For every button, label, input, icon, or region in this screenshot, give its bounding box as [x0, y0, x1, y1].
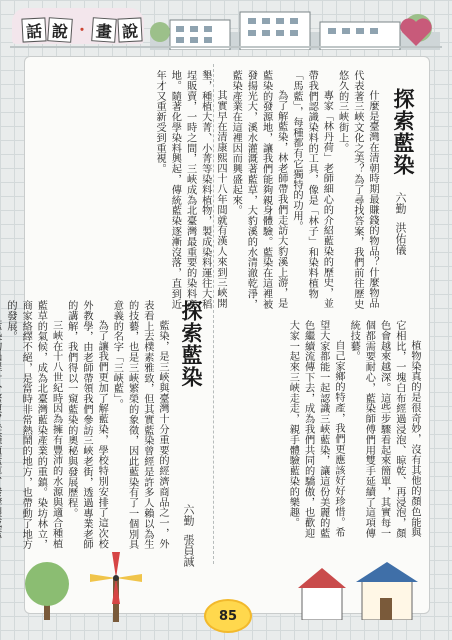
article-body-left-lower	[246, 320, 422, 548]
author-grade: 六勤	[394, 192, 407, 214]
article-title-left: 探索藍染	[391, 88, 415, 176]
paragraph: 其實早在清康熙四十八年間就有漢人來到三峽開墾，種植大菁、小菁等染料植物，製成染料運往大稻埕販賣，一時之間，三峽成為北臺灣最重要的染料產地。隨著化學染料興起，傳統藍染逐漸沒落，直到近年才又重新受到重視。	[154, 70, 226, 310]
article-body-left-continued	[34, 70, 206, 290]
header-title-char: 畫	[91, 17, 117, 43]
paragraph: 為了解藍染，林老師帶我們走訪大豹溪上游，是藍染的發源地，讓我們能夠親身體驗。藍染在這裡被發揚光大，溪水灌溉著藍草，大豹溪的水清澈乾淨，藍染產業在這裡因而興盛起來。	[230, 70, 287, 310]
author-grade: 六勤	[182, 504, 195, 526]
paragraph: 三峽在十八世紀時因為擁有豐沛的水源與適合種植藍草的氣候，成為北臺灣藍染產業的重鎮。染坊林立，商家絡繹不絕，是當時非常熱鬧的地方，也帶動了地方的發展。	[4, 300, 62, 550]
tree-illustration	[8, 560, 88, 620]
header-divider	[10, 46, 442, 48]
houses-illustration	[292, 560, 432, 620]
paragraph: 專家「林丹荷」老師細心的介紹藍染的歷史，並帶我們認識染料的工具，像是「林子」和染料植物「馬藍」，每種都有它獨特的功用。	[290, 70, 333, 309]
paragraph	[0, 300, 3, 550]
paragraph: 自己家鄉的特產，我們更應該好好珍惜。希望大家都能一起認識三峽藍染，讓這份美麗的藍色繼續流傳下去，成為我們共同的驕傲，也歡迎大家一起來三峽走走，親手體驗藍染的樂趣。	[287, 320, 344, 539]
header-title	[22, 18, 142, 42]
paragraph: 植物染真的是很奇妙，沒有其他的顏色能與它相比，一塊白布經過浸泡、晾乾、再浸泡，顏色會越來越深。這些步驟看起來簡單，其實每一個都需要耐心，藍染師傅們用雙手延續了這項傳統技藝。	[348, 320, 420, 539]
article-body-right	[4, 300, 170, 550]
author-name: 洪佑儀	[394, 221, 407, 255]
article-title-right: 探索藍染	[179, 300, 203, 388]
paragraph: 藍染，是三峽與臺灣十分重要的經濟商品之一，外表看上去樸素雅致，但其實藍染曾經是許多人賴以為生的技藝，也是三峽繁榮的象徵，因此藍染有了一個別具意義的名字「三峽藍」。	[111, 300, 168, 550]
author-byline-right	[180, 500, 196, 567]
header-title-separator: ・	[75, 23, 89, 39]
header-title-char: 說	[47, 17, 73, 43]
paragraph: 為了讓我們更加了解藍染，學校特別安排了這次校外教學，由老師帶領我們參訪三峽老街，透過專業老師的講解，我們得以一窺藍染的奧秘與發展歷程。	[65, 300, 108, 550]
page-number: 85	[204, 599, 252, 633]
author-byline-left	[392, 188, 408, 255]
heart-icon	[396, 12, 436, 52]
header	[0, 0, 452, 52]
author-name: 張員誠	[182, 533, 195, 567]
windmill-icon	[84, 548, 148, 622]
header-title-char: 說	[117, 17, 142, 42]
paragraph: 什麼是臺灣在清朝時期最賺錢的物品？什麼物品代表著三峽文化之美？為了尋找答案，我們前往歷史悠久的三峽街上。	[336, 70, 378, 310]
header-title-char: 話	[21, 17, 46, 42]
